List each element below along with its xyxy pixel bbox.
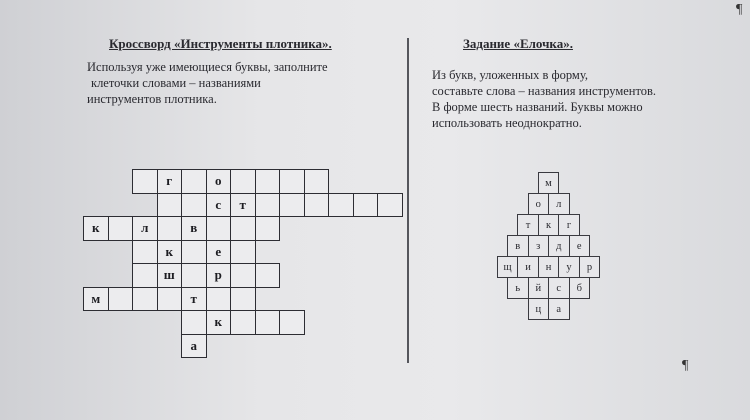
tree-letter-cell: г [558, 214, 580, 236]
crossword-cell [230, 263, 256, 288]
tree-instruction-line-2: составьте слова – названия инструментов. [432, 84, 657, 98]
crossword-cell: с [206, 193, 232, 218]
crossword-cell [181, 193, 207, 218]
crossword-cell: г [157, 169, 183, 194]
crossword-title: Кроссворд «Инструменты плотника». [109, 36, 332, 51]
crossword-cell [108, 216, 134, 241]
tree-letter-cell: з [528, 235, 550, 257]
crossword-cell [255, 193, 281, 218]
crossword-cell [206, 287, 232, 312]
tree-letter-cell: л [548, 193, 570, 215]
crossword-cell [181, 263, 207, 288]
crossword-cell [206, 216, 232, 241]
tree-letter-cell: в [507, 235, 529, 257]
tree-instruction-line-1: Из букв, уложенных в форму, [432, 68, 588, 82]
tree-letter-cell: ь [507, 277, 529, 299]
crossword-cell: в [181, 216, 207, 241]
crossword-cell: о [206, 169, 232, 194]
crossword-cell [255, 263, 281, 288]
tree-letter-cell: с [548, 277, 570, 299]
crossword-cell: а [181, 334, 207, 359]
tree-task-title: Задание «Елочка». [463, 36, 573, 51]
crossword-cell: т [230, 193, 256, 218]
crossword-cell [304, 193, 330, 218]
crossword-cell: р [206, 263, 232, 288]
crossword-cell [181, 240, 207, 265]
column-divider [407, 38, 409, 363]
crossword-cell: к [206, 310, 232, 335]
crossword-cell: ш [157, 263, 183, 288]
crossword-cell [279, 169, 305, 194]
crossword-cell [328, 193, 354, 218]
tree-letter-cell: е [569, 235, 591, 257]
crossword-cell [230, 169, 256, 194]
crossword-cell: т [181, 287, 207, 312]
crossword-cell [230, 310, 256, 335]
crossword-cell [304, 169, 330, 194]
crossword-instruction-line-2: клеточки словами – названиями [91, 76, 261, 90]
crossword-cell [181, 310, 207, 335]
crossword-cell [132, 169, 158, 194]
tree-instruction-line-3: В форме шесть названий. Буквы можно [432, 100, 643, 114]
crossword-cell [230, 287, 256, 312]
crossword-cell [230, 240, 256, 265]
tree-letter-cell: б [569, 277, 591, 299]
crossword-cell [108, 287, 134, 312]
top-pilcrow-mark: ¶ [736, 2, 743, 17]
crossword-cell: к [83, 216, 109, 241]
crossword-cell [255, 310, 281, 335]
tree-letter-cell: н [538, 256, 560, 278]
crossword-cell [230, 216, 256, 241]
crossword-cell [377, 193, 403, 218]
tree-letter-cell: р [579, 256, 601, 278]
crossword-instruction-line-1: Используя уже имеющиеся буквы, заполните [87, 60, 328, 74]
tree-instruction-line-4: использовать неоднократно. [432, 116, 582, 130]
tree-letter-cell: д [548, 235, 570, 257]
tree-letter-cell: а [548, 298, 570, 320]
tree-letter-cell: о [528, 193, 550, 215]
tree-letter-cell: м [538, 172, 560, 194]
crossword-cell [279, 193, 305, 218]
tree-letter-cell: к [538, 214, 560, 236]
crossword-instruction-line-3: инструментов плотника. [87, 92, 217, 106]
tree-letter-cell: и [517, 256, 539, 278]
crossword-cell [157, 193, 183, 218]
bottom-pilcrow-mark: ¶ [682, 358, 689, 373]
tree-letter-cell: ц [528, 298, 550, 320]
crossword-cell [353, 193, 379, 218]
tree-letter-cell: у [558, 256, 580, 278]
tree-letter-cell: щ [497, 256, 519, 278]
crossword-cell [279, 310, 305, 335]
crossword-cell [255, 169, 281, 194]
crossword-cell [132, 240, 158, 265]
crossword-cell: м [83, 287, 109, 312]
crossword-cell [157, 287, 183, 312]
crossword-cell: е [206, 240, 232, 265]
crossword-cell [132, 263, 158, 288]
crossword-cell: л [132, 216, 158, 241]
crossword-cell [255, 216, 281, 241]
crossword-cell [132, 287, 158, 312]
crossword-cell: к [157, 240, 183, 265]
crossword-cell [181, 169, 207, 194]
crossword-cell [157, 216, 183, 241]
tree-letter-cell: т [517, 214, 539, 236]
tree-letter-cell: й [528, 277, 550, 299]
